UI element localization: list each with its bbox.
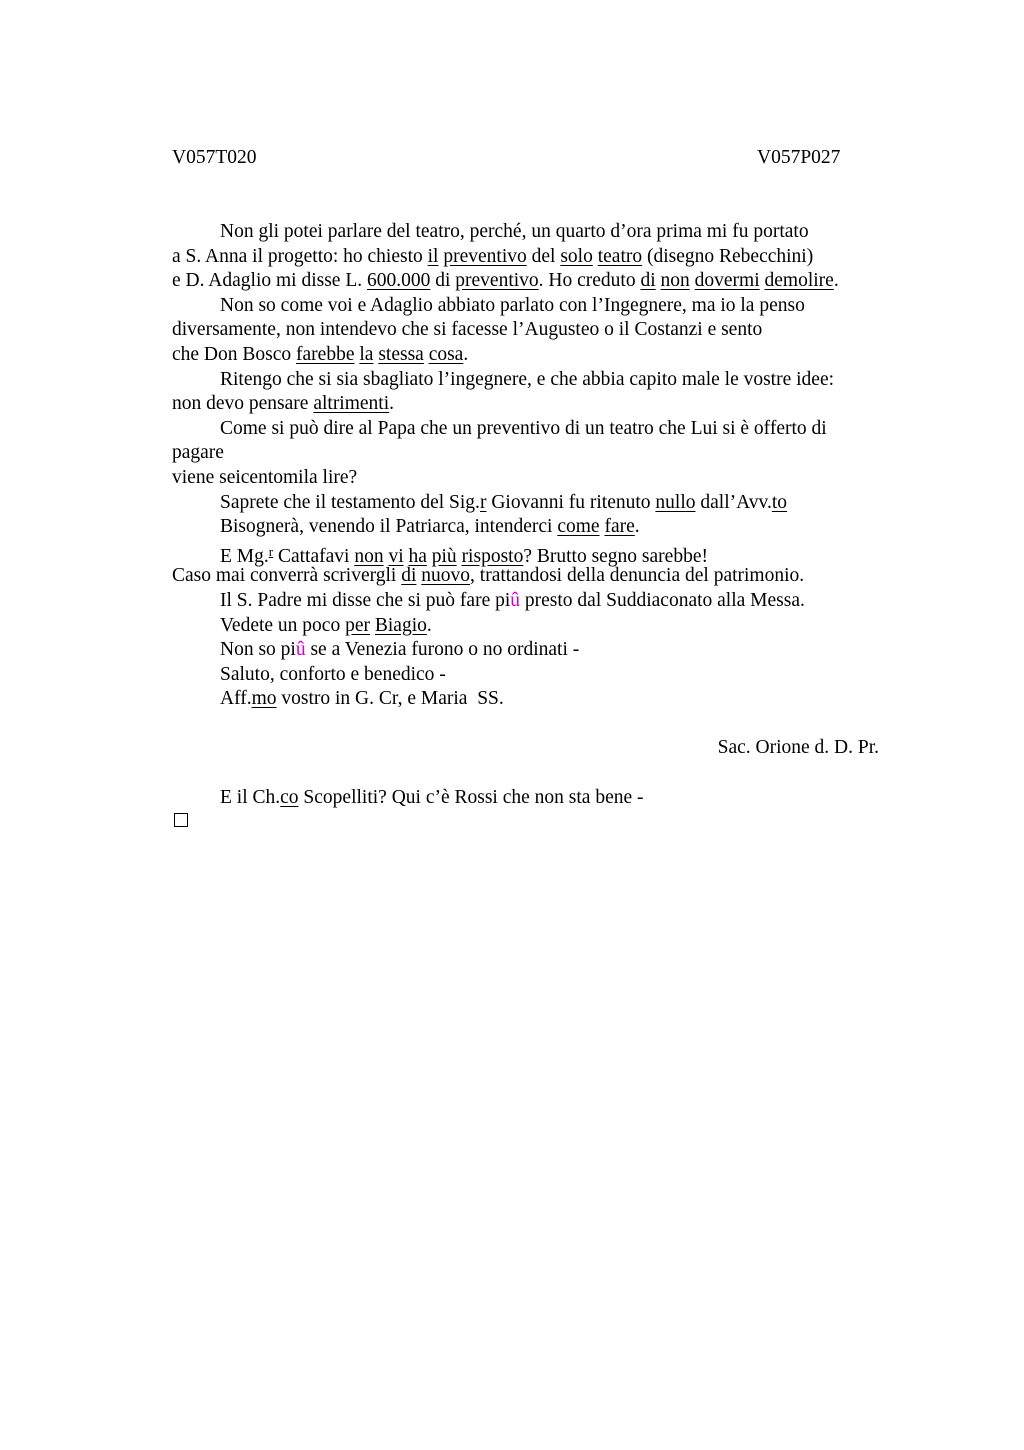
letter-line: pagare (172, 442, 224, 464)
letter-line: Vedete un poco per Biagio. (220, 614, 432, 636)
letter-line: Il S. Padre mi disse che si può fare piû presto dal Suddiaconato alla Messa. (220, 589, 805, 611)
letter-line: Non so come voi e Adaglio abbiato parlato con l’Ingegnere, ma io la penso (220, 294, 805, 316)
letter-line: a S. Anna il progetto: ho chiesto il preventivo del solo teatro (disegno Rebecchini) (172, 245, 814, 267)
letter-line: Saprete che il testamento del Sig.r Giovanni fu ritenuto nullo dall’Avv.to (220, 491, 788, 513)
letter-line: Saluto, conforto e benedico - (220, 663, 446, 685)
letter-closing: Aff.mo vostro in G. Cr, e Maria SS. (220, 688, 504, 710)
letter-line: Ritengo che si sia sbagliato l’ingegnere, e che abbia capito male le vostre idee: (220, 368, 835, 390)
letter-line: diversamente, non intendevo che si facesse l’Augusteo o il Costanzi e sento (172, 319, 763, 341)
header-left-code: V057T020 (172, 147, 257, 168)
letter-line: Come si può dire al Papa che un preventivo di un teatro che Lui si è offerto di (220, 417, 827, 439)
letter-line: che Don Bosco farebbe la stessa cosa. (172, 343, 469, 365)
letter-line: E Mg.$^r$ Cattafavi non vi ha più risposto? Brutto segno sarebbe! (220, 543, 708, 567)
letter-line: e D. Adaglio mi disse L. 600.000 di preventivo. Ho creduto di non dovermi demolire. (172, 270, 839, 292)
signature: Sac. Orione d. D. Pr. (717, 737, 879, 759)
letter-line: Caso mai converrà scrivergli di nuovo, trattandosi della denuncia del patrimonio. (172, 565, 805, 587)
letter-line: Bisognerà, venendo il Patriarca, intenderci come fare. (220, 516, 640, 538)
letter-line: viene seicentomila lire? (172, 466, 358, 488)
letter-line: non devo pensare altrimenti. (172, 393, 395, 415)
letter-line: Non so piû se a Venezia furono o no ordinati - (220, 639, 580, 661)
letter-line: Non gli potei parlare del teatro, perché, un quarto d’ora prima mi fu portato (220, 221, 809, 242)
letter-body (172, 220, 892, 810)
postscript: E il Ch.co Scopelliti? Qui c’è Rossi che non sta bene - (220, 786, 644, 808)
header-right-code: V057P027 (757, 147, 841, 168)
empty-checkbox-mark (174, 813, 188, 827)
